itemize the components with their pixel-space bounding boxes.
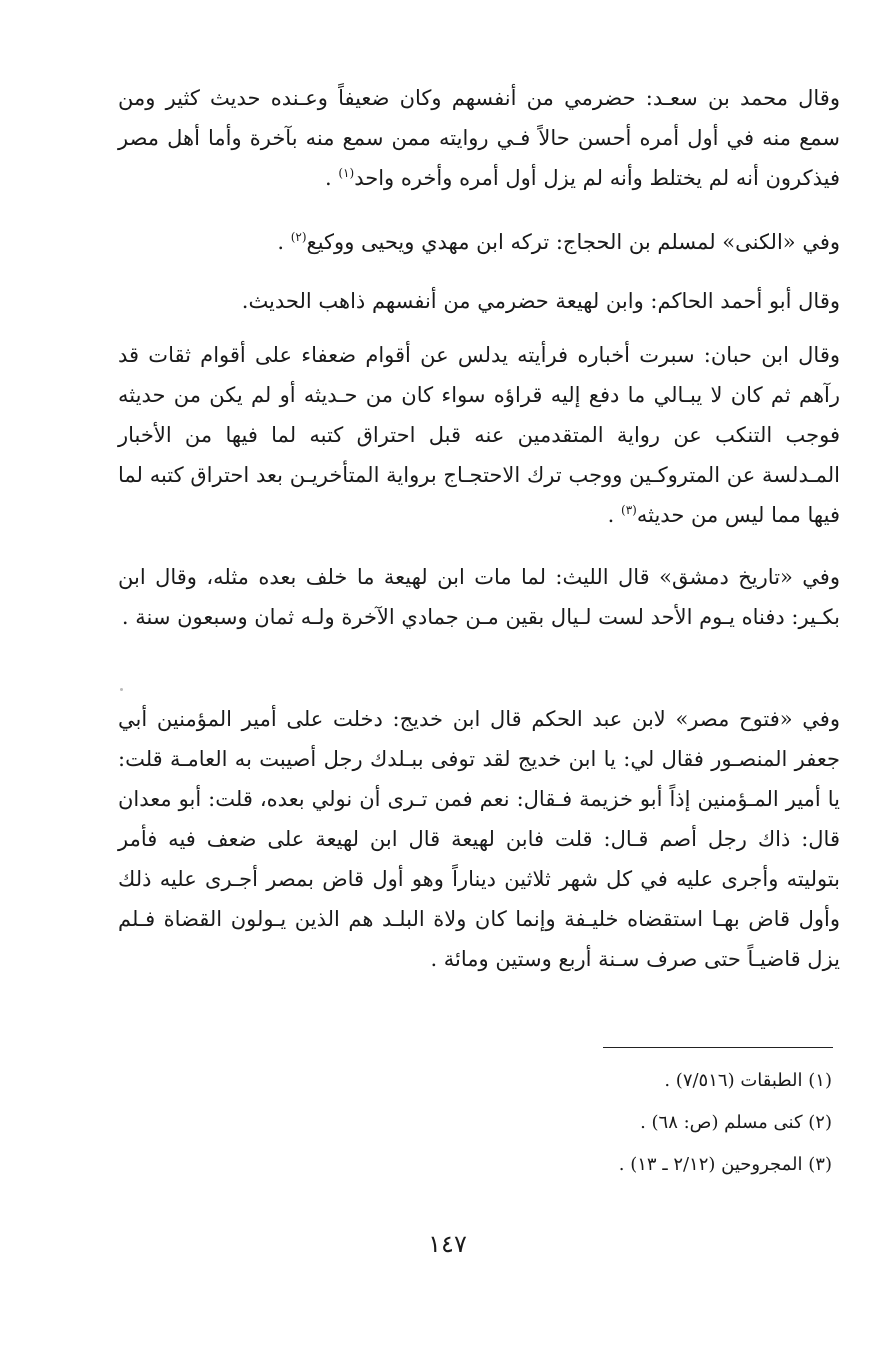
paragraph-text: وفي «الكنى» لمسلم بن الحجاج: تركه ابن مهدي ويحيى ووكيع (306, 230, 840, 254)
footnote-ref-2: (٢) (290, 230, 307, 244)
paragraph-text: وقال ابن حبان: سبرت أخباره فرأيته يدلس عن أقوام ضعفاء على أقوام ثقات قد رآهم ثم كان لا يبـالي ما دفع إليه قراؤه سواء كان من حـديثه أو لم يكن من حديثه فوجب التنكب عن رواية المتقدمين عنه قبل احتراق كتبه لما فيها من الأخبار المـدلسة عن المتروكـين ووجب ترك الاحتجـاج برواية المتأخريـن بعد احتراق كتبه لما فيها مما ليس من حديثه (118, 343, 840, 527)
paragraph-text: وفي «فتوح مصر» لابن عبد الحكم قال ابن خديج: دخلت على أمير المؤمنين أبي جعفر المنصـور فقال لي: يا ابن خديج لقد توفى ببـلدك رجل أصيبت به العامـة قلت: يا أمير المـؤمنين إذاً أبو خزيمة فـقال: نعم فمن تـرى أن نولي بعده، قلت: أبو معدان قال: ذاك رجل أصم قـال: قلت فابن لهيعة قال ابن لهيعة على ضعف فيه فأمر بتوليته وأجرى عليه في كل شهر ثلاثين ديناراً وهو أول قاض بمصر أجـرى عليه ذلك وأول قاض بهـا استقضاه خليـفة وإنما كان ولاة البلـد هم الذين يـولون القضاة فـلم يزل قاضيـاً حتى صرف سـنة أربع وستين ومائة . (118, 707, 840, 971)
footnote-divider (603, 1047, 833, 1048)
paragraph-tail: . (325, 166, 339, 190)
footnote-ref-1: (١) (338, 166, 355, 180)
paragraph-text: وقال محمد بن سعـد: حضرمي من أنفسهم وكان ضعيفاً وعـنده حديث كثير ومن سمع منه في أول أمره أحسن حالاً فـي روايته ممن سمع منه بآخرة وأما أهل مصر فيذكرون أنه لم يختلط وأنه لم يزل أول أمره وأخره واحد (118, 86, 840, 190)
footnote-3: (٣) المجروحين (٢/١٢ ـ ١٣) . (618, 1154, 832, 1175)
paragraph-tail: . (607, 503, 622, 527)
paragraph-text: وقال أبو أحمد الحاكم: وابن لهيعة حضرمي من أنفسهم ذاهب الحديث. (241, 289, 840, 313)
page-number: ١٤٧ (428, 1230, 467, 1258)
paragraph-futuh-misr (118, 699, 840, 979)
paragraph-tarikh-dimashq (118, 557, 840, 637)
paragraph-ibn-hibban (118, 335, 840, 535)
footnote-2: (٢) كنى مسلم (ص: ٦٨) . (640, 1112, 832, 1133)
paragraph-kuna-muslim (118, 222, 840, 262)
footnote-1: (١) الطبقات (٧/٥١٦) . (664, 1070, 832, 1091)
margin-speck (120, 688, 123, 691)
footnotes (500, 1060, 832, 1186)
paragraph-abu-ahmad (118, 281, 840, 321)
paragraph-text: وفي «تاريخ دمشق» قال الليث: لما مات ابن لهيعة ما خلف بعده مثله، وقال ابن بكـير: دفناه يـوم الأحد لست لـيال بقين مـن جمادي الآخرة ولـه ثمان وسبعون سنة . (118, 565, 840, 629)
footnote-ref-3: (٣) (621, 503, 637, 517)
paragraph-ibn-saad (118, 78, 840, 198)
paragraph-tail: . (277, 230, 291, 254)
